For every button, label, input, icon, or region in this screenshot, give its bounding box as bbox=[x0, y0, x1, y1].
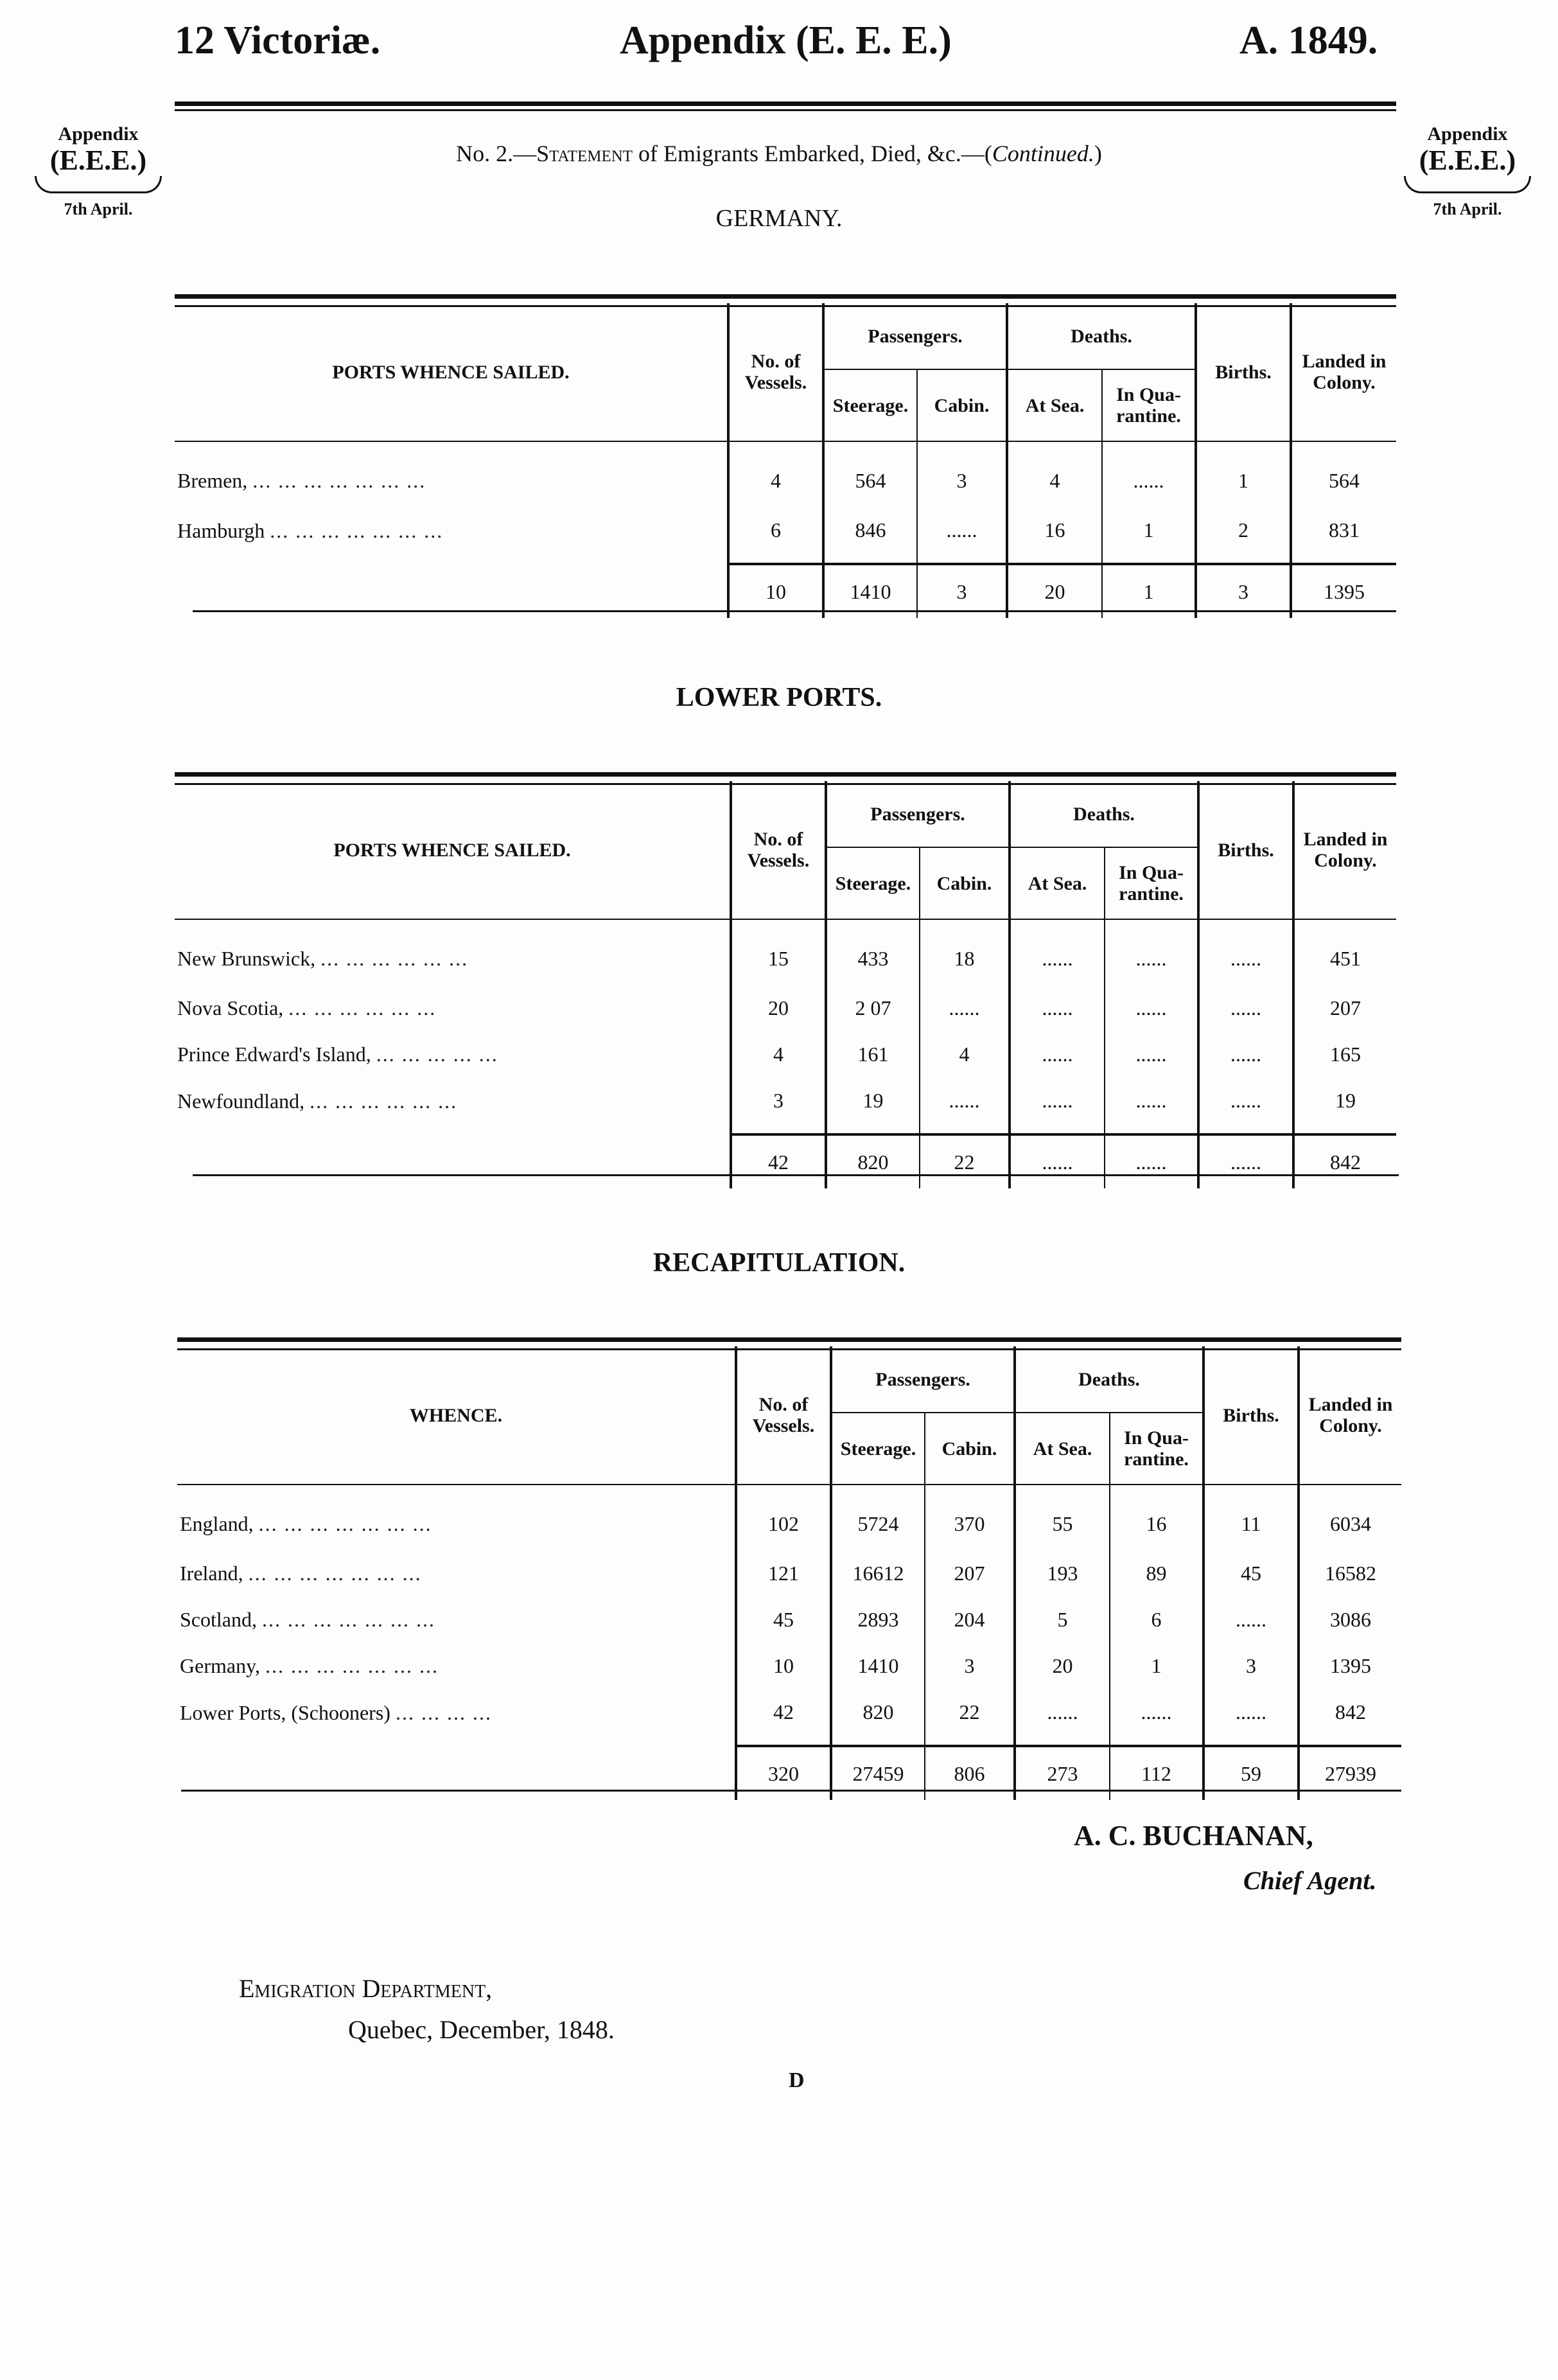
total-births: ...... bbox=[1198, 1134, 1293, 1188]
table-row bbox=[177, 1596, 1401, 1643]
cell-landed: 451 bbox=[1293, 919, 1396, 985]
margin-note-label: Appendix bbox=[1427, 123, 1508, 145]
col-header-cabin: Cabin. bbox=[920, 847, 1010, 919]
total-cabin: 3 bbox=[917, 564, 1007, 618]
cell-steerage: 433 bbox=[826, 919, 920, 985]
col-header-births: Births. bbox=[1196, 303, 1291, 441]
signature-name: A. C. BUCHANAN, bbox=[1074, 1820, 1313, 1851]
col-header-landed: Landed in Colony. bbox=[1293, 781, 1396, 919]
total-cabin: 806 bbox=[925, 1746, 1015, 1800]
total-landed: 842 bbox=[1293, 1134, 1396, 1188]
cell-births: ...... bbox=[1204, 1689, 1299, 1746]
total-at-sea: 273 bbox=[1015, 1746, 1110, 1800]
cell-vessels: 45 bbox=[736, 1596, 831, 1643]
row-name: Lower Ports, (Schooners) ... ... ... ... bbox=[180, 1700, 492, 1724]
subtitle-suffix: ) bbox=[1094, 141, 1102, 166]
cell-vessels: 3 bbox=[731, 1077, 826, 1134]
subtitle-statement: Statement bbox=[536, 141, 633, 166]
cell-vessels: 42 bbox=[736, 1689, 831, 1746]
total-at-sea: ...... bbox=[1010, 1134, 1105, 1188]
col-header-cabin: Cabin. bbox=[925, 1413, 1015, 1485]
col-header-at-sea: At Sea. bbox=[1007, 369, 1102, 441]
total-steerage: 27459 bbox=[831, 1746, 925, 1800]
col-header-births: Births. bbox=[1204, 1346, 1299, 1485]
col-header-at-sea: At Sea. bbox=[1010, 847, 1105, 919]
row-name: Newfoundland, ... ... ... ... ... ... bbox=[177, 1089, 458, 1113]
col-header-vessels: No. of Vessels. bbox=[728, 303, 823, 441]
row-name: New Brunswick, ... ... ... ... ... ... bbox=[175, 919, 731, 985]
cell-landed: 165 bbox=[1293, 1031, 1396, 1077]
cell-cabin: ...... bbox=[917, 507, 1007, 564]
cell-at-sea: ...... bbox=[1010, 1031, 1105, 1077]
cell-vessels: 102 bbox=[736, 1485, 831, 1550]
table-row bbox=[175, 441, 1396, 507]
cell-births: ...... bbox=[1198, 985, 1293, 1031]
cell-at-sea: ...... bbox=[1010, 919, 1105, 985]
col-header-steerage: Steerage. bbox=[823, 369, 917, 441]
cell-cabin: ...... bbox=[920, 1077, 1010, 1134]
col-header-in-quarantine: In Qua- rantine. bbox=[1110, 1413, 1204, 1485]
cell-steerage: 2893 bbox=[831, 1596, 925, 1643]
row-name: England, ... ... ... ... ... ... ... bbox=[177, 1485, 736, 1550]
table-row bbox=[175, 985, 1396, 1031]
col-header-vessels: No. of Vessels. bbox=[731, 781, 826, 919]
brace-icon bbox=[35, 176, 162, 193]
table-row bbox=[175, 1077, 1396, 1134]
cell-steerage: 820 bbox=[831, 1689, 925, 1746]
cell-landed: 3086 bbox=[1299, 1596, 1401, 1643]
total-row bbox=[175, 1134, 1396, 1188]
row-name: Bremen, ... ... ... ... ... ... ... bbox=[175, 441, 728, 507]
header-rule bbox=[175, 101, 1396, 111]
margin-note-code: (E.E.E.) bbox=[1419, 145, 1516, 176]
cell-steerage: 2 07 bbox=[826, 985, 920, 1031]
cell-steerage: 846 bbox=[823, 507, 917, 564]
table-row bbox=[177, 1689, 1401, 1746]
subtitle-continued: Continued. bbox=[992, 141, 1094, 166]
cell-landed: 207 bbox=[1293, 985, 1396, 1031]
total-quarantine: 1 bbox=[1102, 564, 1196, 618]
section-title-recapitulation: RECAPITULATION. bbox=[652, 1248, 906, 1278]
col-header-at-sea: At Sea. bbox=[1015, 1413, 1110, 1485]
col-header-ports: PORTS WHENCE SAILED. bbox=[333, 839, 571, 861]
col-header-cabin: Cabin. bbox=[917, 369, 1007, 441]
cell-births: 11 bbox=[1204, 1485, 1299, 1550]
cell-births: ...... bbox=[1198, 1077, 1293, 1134]
row-name: Prince Edward's Island, ... ... ... ... ... bbox=[177, 1042, 498, 1066]
cell-vessels: 20 bbox=[731, 985, 826, 1031]
department-place-date: Quebec, December, 1848. bbox=[348, 2015, 615, 2044]
cell-landed: 16582 bbox=[1299, 1550, 1401, 1596]
total-landed: 27939 bbox=[1299, 1746, 1401, 1800]
cell-cabin: ...... bbox=[920, 985, 1010, 1031]
cell-steerage: 16612 bbox=[831, 1550, 925, 1596]
col-header-steerage: Steerage. bbox=[826, 847, 920, 919]
col-header-passengers: Passengers. bbox=[823, 303, 1007, 369]
col-header-deaths: Deaths. bbox=[1015, 1346, 1204, 1413]
cell-steerage: 19 bbox=[826, 1077, 920, 1134]
statement-subtitle bbox=[0, 140, 1558, 167]
col-header-deaths: Deaths. bbox=[1007, 303, 1196, 369]
cell-births: ...... bbox=[1198, 919, 1293, 985]
cell-cabin: 3 bbox=[917, 441, 1007, 507]
table-row bbox=[175, 919, 1396, 985]
total-at-sea: 20 bbox=[1007, 564, 1102, 618]
cell-quarantine: ...... bbox=[1102, 441, 1196, 507]
cell-cabin: 3 bbox=[925, 1643, 1015, 1689]
cell-quarantine: ...... bbox=[1105, 919, 1198, 985]
table-row bbox=[177, 1550, 1401, 1596]
margin-note-date: 7th April. bbox=[1433, 200, 1502, 218]
germany-table bbox=[175, 303, 1396, 618]
header-right: A. 1849. bbox=[1239, 19, 1378, 62]
cell-at-sea: 55 bbox=[1015, 1485, 1110, 1550]
cell-steerage: 161 bbox=[826, 1031, 920, 1077]
cell-at-sea: 193 bbox=[1015, 1550, 1110, 1596]
total-births: 3 bbox=[1196, 564, 1291, 618]
cell-at-sea: 4 bbox=[1007, 441, 1102, 507]
col-header-landed: Landed in Colony. bbox=[1299, 1346, 1401, 1485]
total-steerage: 820 bbox=[826, 1134, 920, 1188]
col-header-passengers: Passengers. bbox=[826, 781, 1010, 847]
total-quarantine: 112 bbox=[1110, 1746, 1204, 1800]
col-header-vessels: No. of Vessels. bbox=[736, 1346, 831, 1485]
cell-at-sea: 16 bbox=[1007, 507, 1102, 564]
col-header-in-quarantine: In Qua- rantine. bbox=[1105, 847, 1198, 919]
cell-quarantine: 1 bbox=[1110, 1643, 1204, 1689]
cell-births: 3 bbox=[1204, 1643, 1299, 1689]
total-steerage: 1410 bbox=[823, 564, 917, 618]
cell-steerage: 1410 bbox=[831, 1643, 925, 1689]
cell-vessels: 4 bbox=[728, 441, 823, 507]
table-row bbox=[175, 1031, 1396, 1077]
cell-quarantine: ...... bbox=[1110, 1689, 1204, 1746]
cell-cabin: 18 bbox=[920, 919, 1010, 985]
subtitle-middle: of Emigrants Embarked, Died, &c.—( bbox=[633, 141, 992, 166]
total-vessels: 10 bbox=[728, 564, 823, 618]
total-vessels: 320 bbox=[736, 1746, 831, 1800]
cell-quarantine: 16 bbox=[1110, 1485, 1204, 1550]
total-quarantine: ...... bbox=[1105, 1134, 1198, 1188]
cell-vessels: 10 bbox=[736, 1643, 831, 1689]
cell-cabin: 22 bbox=[925, 1689, 1015, 1746]
section-title-germany: GERMANY. bbox=[715, 205, 843, 232]
department-name: Emigration Department, bbox=[239, 1974, 493, 2003]
table-row bbox=[177, 1643, 1401, 1689]
row-name: Ireland, ... ... ... ... ... ... ... bbox=[180, 1561, 422, 1585]
signature-title: Chief Agent. bbox=[1243, 1866, 1377, 1895]
cell-steerage: 5724 bbox=[831, 1485, 925, 1550]
col-header-passengers: Passengers. bbox=[831, 1346, 1015, 1413]
lower-ports-table bbox=[175, 781, 1396, 1188]
cell-landed: 6034 bbox=[1299, 1485, 1401, 1550]
cell-at-sea: ...... bbox=[1010, 985, 1105, 1031]
row-name: Hamburgh ... ... ... ... ... ... ... bbox=[177, 518, 444, 542]
cell-vessels: 121 bbox=[736, 1550, 831, 1596]
col-header-whence: WHENCE. bbox=[409, 1404, 503, 1426]
cell-cabin: 207 bbox=[925, 1550, 1015, 1596]
row-name: Germany, ... ... ... ... ... ... ... bbox=[180, 1653, 439, 1677]
cell-births: ...... bbox=[1198, 1031, 1293, 1077]
table-bottom-rule bbox=[193, 610, 1396, 612]
col-header-ports: PORTS WHENCE SAILED. bbox=[332, 361, 570, 383]
table-bottom-rule bbox=[193, 1174, 1399, 1176]
cell-at-sea: ...... bbox=[1010, 1077, 1105, 1134]
cell-at-sea: ...... bbox=[1015, 1689, 1110, 1746]
row-name: Nova Scotia, ... ... ... ... ... ... bbox=[177, 996, 437, 1019]
brace-icon bbox=[1404, 176, 1531, 193]
cell-vessels: 15 bbox=[731, 919, 826, 985]
cell-vessels: 6 bbox=[728, 507, 823, 564]
margin-note-date: 7th April. bbox=[64, 200, 133, 218]
subtitle-prefix: No. 2.— bbox=[456, 141, 537, 166]
cell-quarantine: 6 bbox=[1110, 1596, 1204, 1643]
header-center: Appendix (E. E. E.) bbox=[620, 19, 952, 62]
col-header-landed: Landed in Colony. bbox=[1291, 303, 1396, 441]
cell-at-sea: 5 bbox=[1015, 1596, 1110, 1643]
table-row bbox=[175, 507, 1396, 564]
recapitulation-table bbox=[177, 1346, 1401, 1800]
total-cabin: 22 bbox=[920, 1134, 1010, 1188]
cell-landed: 842 bbox=[1299, 1689, 1401, 1746]
cell-cabin: 204 bbox=[925, 1596, 1015, 1643]
cell-quarantine: 89 bbox=[1110, 1550, 1204, 1596]
row-name: Scotland, ... ... ... ... ... ... ... bbox=[180, 1607, 435, 1631]
col-header-deaths: Deaths. bbox=[1010, 781, 1198, 847]
cell-births: 45 bbox=[1204, 1550, 1299, 1596]
cell-at-sea: 20 bbox=[1015, 1643, 1110, 1689]
cell-vessels: 4 bbox=[731, 1031, 826, 1077]
total-births: 59 bbox=[1204, 1746, 1299, 1800]
cell-landed: 1395 bbox=[1299, 1643, 1401, 1689]
margin-note-code: (E.E.E.) bbox=[49, 145, 147, 176]
cell-quarantine: ...... bbox=[1105, 1031, 1198, 1077]
cell-steerage: 564 bbox=[823, 441, 917, 507]
cell-quarantine: 1 bbox=[1102, 507, 1196, 564]
table-row bbox=[177, 1485, 1401, 1550]
total-vessels: 42 bbox=[731, 1134, 826, 1188]
total-row bbox=[177, 1746, 1401, 1800]
cell-landed: 564 bbox=[1291, 441, 1396, 507]
col-header-steerage: Steerage. bbox=[831, 1413, 925, 1485]
col-header-births: Births. bbox=[1198, 781, 1293, 919]
cell-cabin: 370 bbox=[925, 1485, 1015, 1550]
cell-quarantine: ...... bbox=[1105, 1077, 1198, 1134]
cell-landed: 831 bbox=[1291, 507, 1396, 564]
col-header-in-quarantine: In Qua- rantine. bbox=[1102, 369, 1196, 441]
section-title-lower-ports: LOWER PORTS. bbox=[676, 683, 882, 712]
cell-births: 2 bbox=[1196, 507, 1291, 564]
signature-mark: D bbox=[789, 2068, 805, 2092]
header-left: 12 Victoriæ. bbox=[175, 19, 381, 62]
cell-cabin: 4 bbox=[920, 1031, 1010, 1077]
cell-births: 1 bbox=[1196, 441, 1291, 507]
cell-landed: 19 bbox=[1293, 1077, 1396, 1134]
table-bottom-rule bbox=[181, 1790, 1401, 1792]
cell-births: ...... bbox=[1204, 1596, 1299, 1643]
cell-quarantine: ...... bbox=[1105, 985, 1198, 1031]
total-landed: 1395 bbox=[1291, 564, 1396, 618]
margin-note-label: Appendix bbox=[58, 123, 139, 145]
